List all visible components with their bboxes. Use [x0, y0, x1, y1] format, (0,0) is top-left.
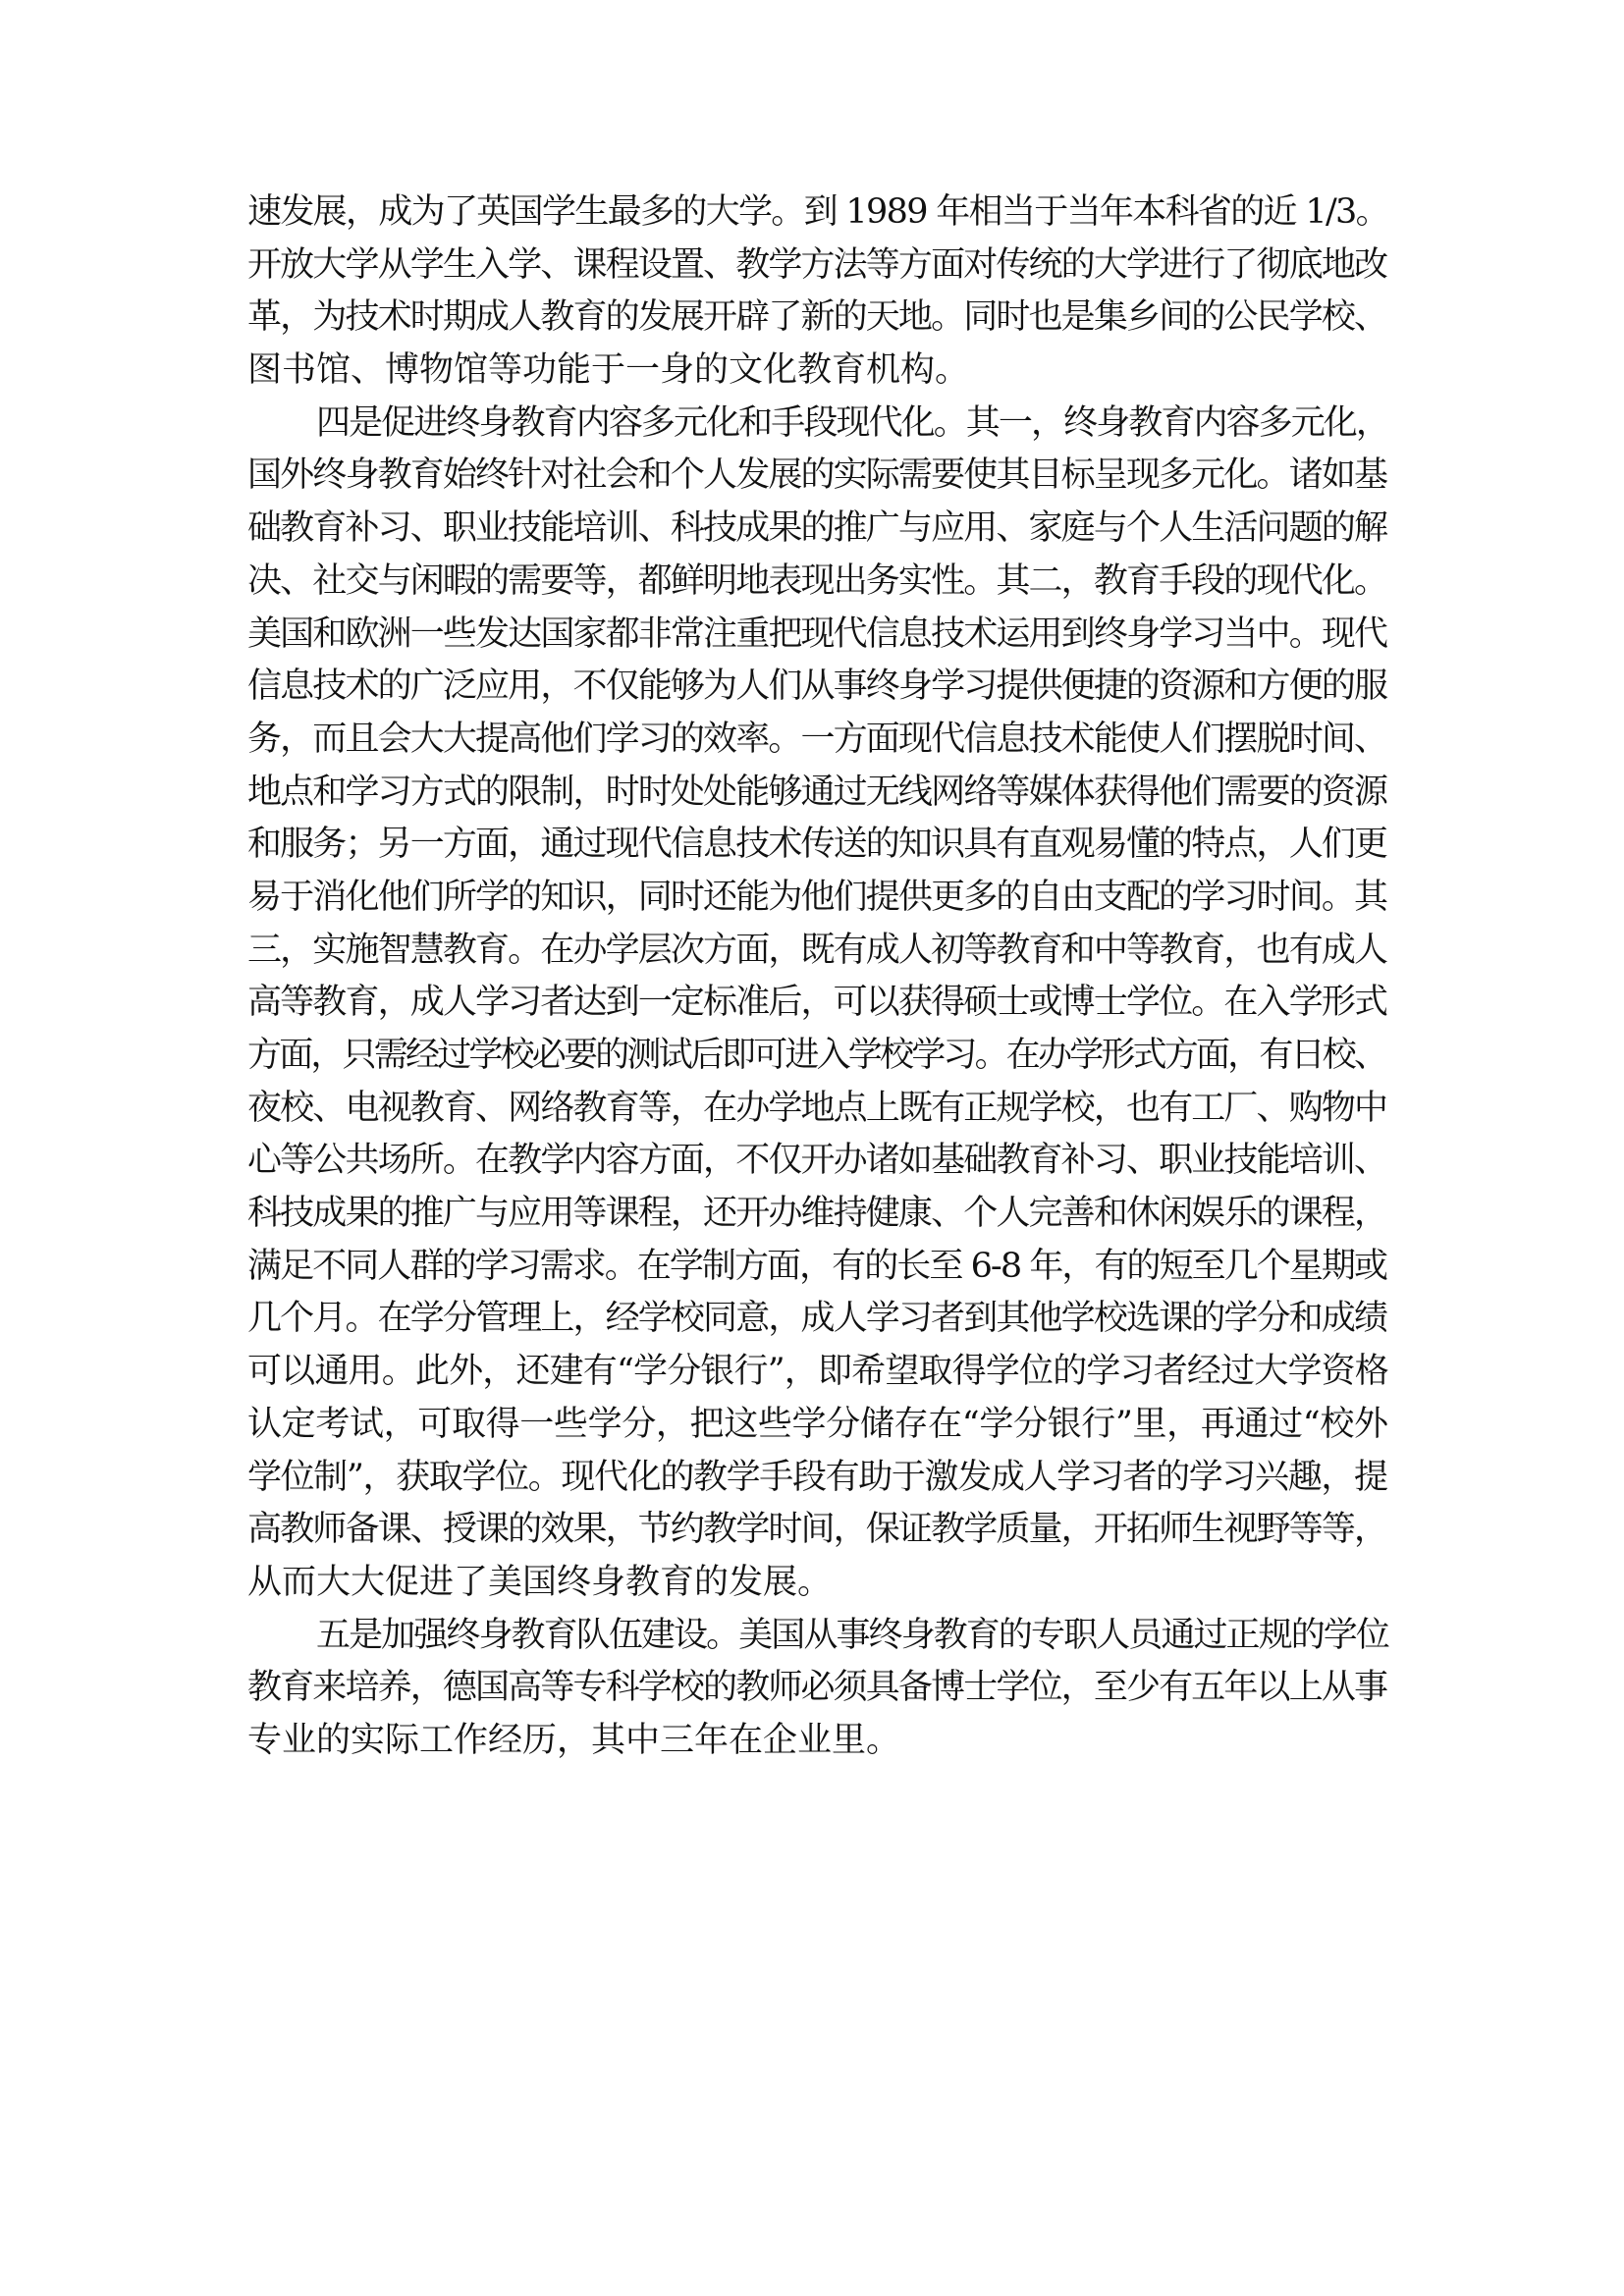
text-line: 速发展，成为了英国学生最多的大学。到 1989 年相当于当年本科省的近 1/3。	[247, 192, 1388, 232]
text-line: 四是促进终身教育内容多元化和手段现代化。其一，终身教育内容多元化，	[316, 402, 1388, 443]
text-line: 图书馆、博物馆等功能于一身的文化教育机构。	[247, 350, 970, 391]
paragraph-1	[247, 187, 1388, 398]
text-line: 国外终身教育始终针对社会和个人发展的实际需要使其目标呈现多元化。诸如基	[247, 455, 1387, 496]
paragraph-3	[247, 1610, 1388, 1768]
text-line: 教育来培养，德国高等专科学校的教师必须具备博士学位，至少有五年以上从事	[247, 1668, 1387, 1708]
text-line: 五是加强终身教育队伍建设。美国从事终身教育的专职人员通过正规的学位	[316, 1615, 1388, 1655]
text-line: 高教师备课、授课的效果，节约教学时间，保证教学质量，开拓师生视野等等，	[247, 1510, 1387, 1550]
text-line: 三，实施智慧教育。在办学层次方面，既有成人初等教育和中等教育，也有成人	[247, 930, 1387, 970]
text-line: 地点和学习方式的限制，时时处处能够通过无线网络等媒体获得他们需要的资源	[247, 772, 1387, 812]
text-line: 方面，只需经过学校必要的测试后即可进入学校学习。在办学形式方面，有日校、	[247, 1036, 1386, 1075]
text-line: 础教育补习、职业技能培训、科技成果的推广与应用、家庭与个人生活问题的解	[247, 508, 1387, 549]
text-line: 认定考试，可取得一些学分，把这些学分储存在“学分银行”里，再通过“校外	[247, 1404, 1388, 1444]
text-line: 美国和欧洲一些发达国家都非常注重把现代信息技术运用到终身学习当中。现代	[247, 614, 1387, 654]
text-line: 开放大学从学生入学、课程设置、教学方法等方面对传统的大学进行了彻底地改	[247, 244, 1387, 285]
text-line: 学位制”，获取学位。现代化的教学手段有助于激发成人学习者的学习兴趣，提	[247, 1457, 1387, 1497]
text-line: 心等公共场所。在教学内容方面，不仅开办诸如基础教育补习、职业技能培训、	[247, 1141, 1387, 1181]
text-line: 易于消化他们所学的知识，同时还能为他们提供更多的自由支配的学习时间。其	[247, 877, 1387, 917]
text-line: 信息技术的广泛应用，不仅能够为人们从事终身学习提供便捷的资源和方便的服	[247, 667, 1387, 707]
text-line: 夜校、电视教育、网络教育等，在办学地点上既有正规学校，也有工厂、购物中	[247, 1088, 1387, 1128]
text-line: 高等教育，成人学习者达到一定标准后，可以获得硕士或博士学位。在入学形式	[247, 983, 1387, 1023]
text-line: 决、社交与闲暇的需要等，都鲜明地表现出务实性。其二，教育手段的现代化。	[247, 561, 1387, 601]
text-line: 可以通用。此外，还建有“学分银行”，即希望取得学位的学习者经过大学资格	[247, 1352, 1388, 1392]
document-body	[247, 187, 1388, 1768]
text-line: 几个月。在学分管理上，经学校同意，成人学习者到其他学校选课的学分和成绩	[247, 1299, 1387, 1339]
text-line: 和服务；另一方面，通过现代信息技术传送的知识具有直观易懂的特点，人们更	[247, 825, 1387, 865]
paragraph-2	[247, 398, 1388, 1610]
text-line: 科技成果的推广与应用等课程，还开办维持健康、个人完善和休闲娱乐的课程，	[247, 1194, 1387, 1234]
text-line: 满足不同人群的学习需求。在学制方面，有的长至 6-8 年，有的短至几个星期或	[247, 1246, 1387, 1286]
text-line: 专业的实际工作经历，其中三年在企业里。	[247, 1720, 901, 1760]
text-line: 从而大大促进了美国终身教育的发展。	[247, 1562, 833, 1602]
text-line: 革，为技术时期成人教育的发展开辟了新的天地。同时也是集乡间的公民学校、	[247, 297, 1387, 338]
text-line: 务，而且会大大提高他们学习的效率。一方面现代信息技术能使人们摆脱时间、	[247, 719, 1387, 759]
